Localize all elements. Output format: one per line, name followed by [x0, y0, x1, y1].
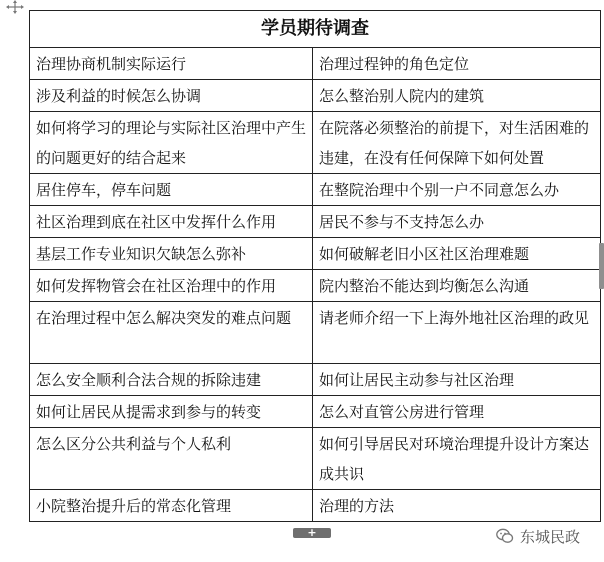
side-scroll-handle[interactable]: [599, 243, 604, 289]
table-cell-left[interactable]: 怎么安全顺利合法合规的拆除违建: [30, 364, 313, 396]
table-row: [30, 396, 601, 428]
table-row: [30, 238, 601, 270]
table-cell-left[interactable]: 基层工作专业知识欠缺怎么弥补: [30, 238, 313, 270]
table-row: [30, 428, 601, 490]
watermark-text: 东城民政: [520, 527, 581, 546]
table-title: 学员期待调查: [30, 11, 601, 48]
table-cell-right[interactable]: 居民不参与不支持怎么办: [313, 206, 601, 238]
table-cell-left[interactable]: 如何发挥物管会在社区治理中的作用: [30, 270, 313, 302]
table-cell-right[interactable]: 请老师介绍一下上海外地社区治理的政见: [313, 302, 601, 364]
table-cell-right[interactable]: 怎么整治别人院内的建筑: [313, 80, 601, 112]
table-body: [30, 48, 601, 522]
table-cell-left[interactable]: 社区治理到底在社区中发挥什么作用: [30, 206, 313, 238]
survey-table-container: [29, 10, 600, 522]
table-cell-left[interactable]: 居住停车，停车问题: [30, 174, 313, 206]
table-cell-left[interactable]: 如何让居民从提需求到参与的转变: [30, 396, 313, 428]
add-row-button[interactable]: +: [293, 528, 331, 538]
table-row: [30, 80, 601, 112]
table-cell-left[interactable]: 小院整治提升后的常态化管理: [30, 490, 313, 522]
table-cell-right[interactable]: 如何引导居民对环境治理提升设计方案达成共识: [313, 428, 601, 490]
table-row: [30, 270, 601, 302]
table-row: [30, 48, 601, 80]
table-cell-right[interactable]: 在院落必须整治的前提下，对生活困难的违建，在没有任何保障下如何处置: [313, 112, 601, 174]
watermark: [496, 524, 580, 548]
table-cell-right[interactable]: 在整院治理中个别一户不同意怎么办: [313, 174, 601, 206]
table-row: [30, 302, 601, 364]
table-cell-left[interactable]: 在治理过程中怎么解决突发的难点问题: [30, 302, 313, 364]
table-row: [30, 206, 601, 238]
table-cell-right[interactable]: 治理的方法: [313, 490, 601, 522]
table-row: [30, 112, 601, 174]
wechat-icon: [496, 527, 514, 545]
table-cell-left[interactable]: 如何将学习的理论与实际社区治理中产生的问题更好的结合起来: [30, 112, 313, 174]
table-cell-right[interactable]: 如何破解老旧小区社区治理难题: [313, 238, 601, 270]
table-cell-right[interactable]: 怎么对直管公房进行管理: [313, 396, 601, 428]
table-cell-left[interactable]: 涉及利益的时候怎么协调: [30, 80, 313, 112]
survey-table: [29, 10, 601, 522]
table-cell-left[interactable]: 怎么区分公共利益与个人私利: [30, 428, 313, 490]
table-row: [30, 174, 601, 206]
table-move-handle[interactable]: [6, 0, 24, 14]
table-cell-right[interactable]: 治理过程钟的角色定位: [313, 48, 601, 80]
table-cell-left[interactable]: 治理协商机制实际运行: [30, 48, 313, 80]
table-cell-right[interactable]: 院内整治不能达到均衡怎么沟通: [313, 270, 601, 302]
move-icon: [6, 0, 24, 14]
table-row: [30, 490, 601, 522]
table-row: [30, 364, 601, 396]
table-cell-right[interactable]: 如何让居民主动参与社区治理: [313, 364, 601, 396]
